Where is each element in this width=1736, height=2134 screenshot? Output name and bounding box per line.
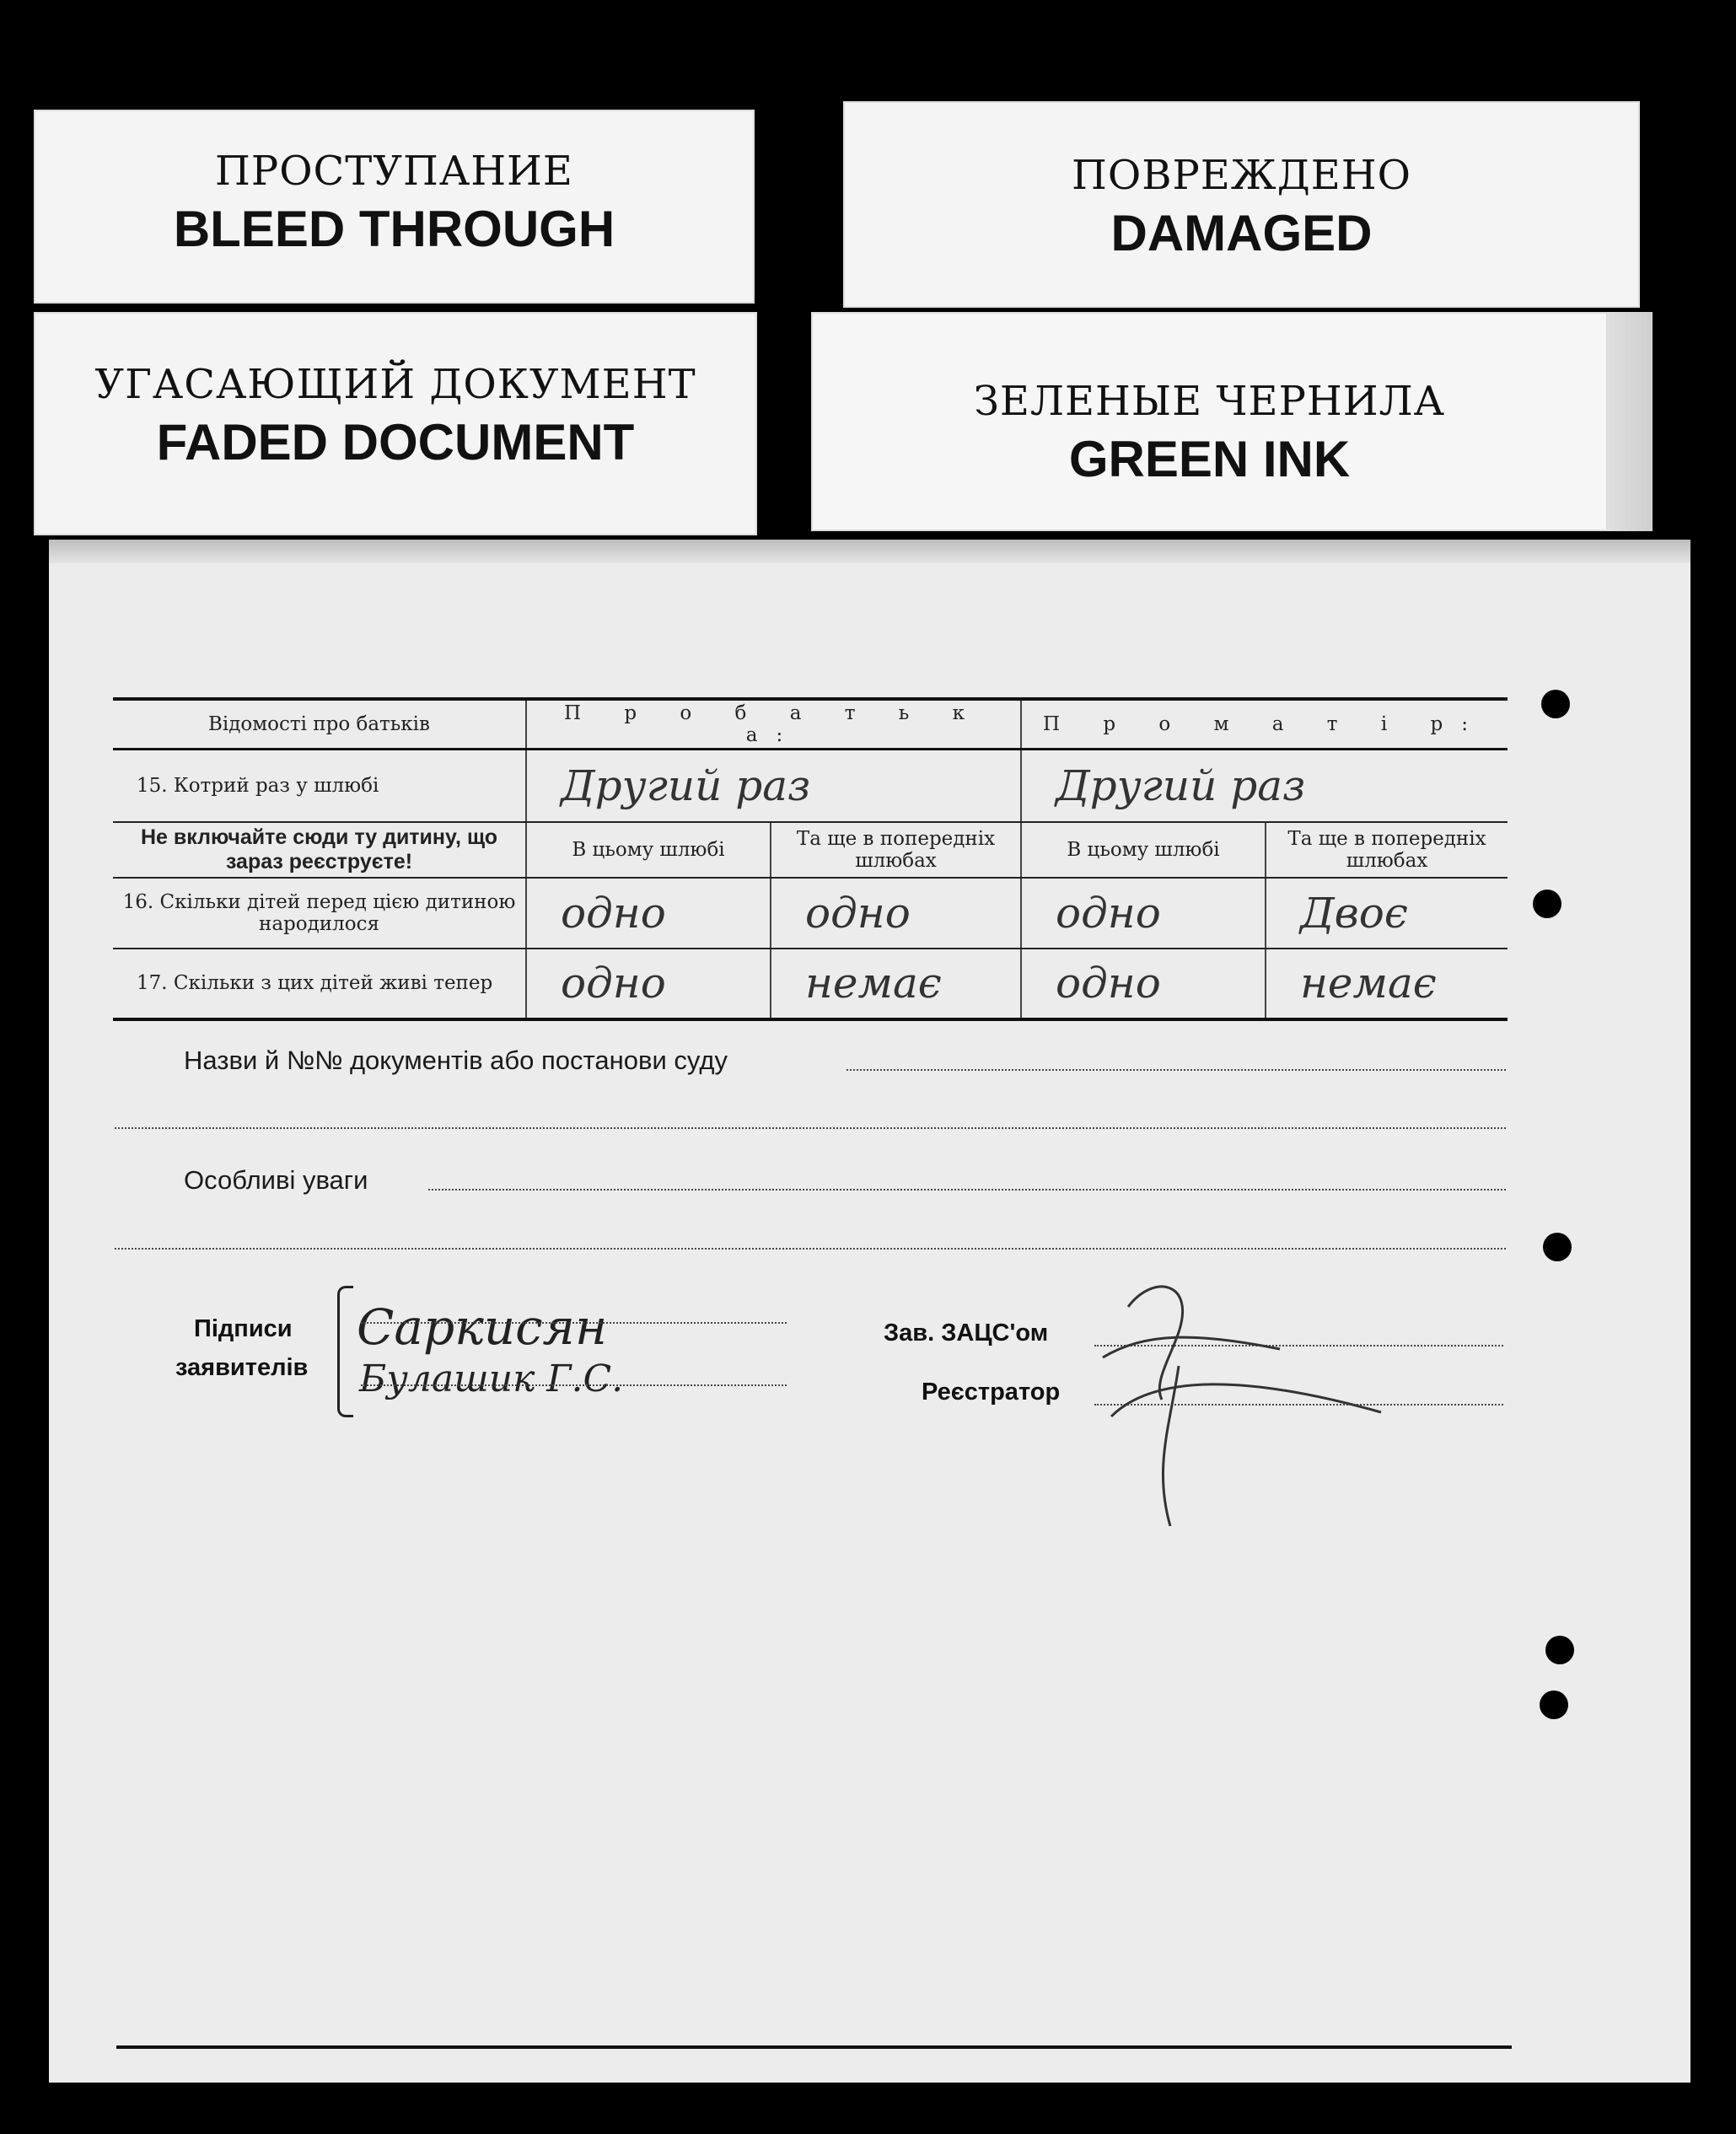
official-signatures: [1078, 1256, 1432, 1526]
table-subheader-row: [113, 822, 1508, 878]
damaged-label: [843, 101, 1640, 308]
header-father: П р о б а т ь к а:: [526, 699, 1021, 750]
row15-label: 15. Котрий раз у шлюбі: [113, 750, 526, 822]
applicant-signature-1: Саркисян: [357, 1298, 608, 1356]
faded-en: FADED DOCUMENT: [156, 414, 635, 470]
documents-line-2: [115, 1127, 1506, 1129]
header-mother: П р о м а т і р:: [1021, 699, 1508, 750]
faded-ru: УГАСАЮЩИЙ ДОКУМЕНТ: [94, 361, 696, 408]
table-row-16: [113, 878, 1508, 949]
registrar-label: Реєстратор: [922, 1379, 1061, 1406]
bleed-through-label: [34, 110, 755, 304]
row17-father-prev: немає: [771, 949, 1021, 1019]
row16-father-this: одно: [526, 878, 771, 949]
damaged-en: DAMAGED: [1110, 205, 1373, 261]
subheader-mother-this: В цьому шлюбі: [1021, 822, 1266, 878]
documents-line-1: [847, 1069, 1506, 1071]
subheader-father-prev: Та ще в попередніх шлюбах: [771, 822, 1021, 878]
documents-field-label: Назви й №№ документів або постанови суду: [184, 1045, 728, 1075]
row15-father-value: Другий раз: [526, 750, 1021, 822]
document-page: [49, 540, 1690, 2083]
row15-mother-value: Другий раз: [1021, 750, 1508, 822]
table-row-17: [113, 949, 1508, 1019]
green-ink-ru: ЗЕЛЕНЫЕ ЧЕРНИЛА: [974, 378, 1445, 425]
faded-document-label: [34, 312, 757, 535]
paper-top-edge: [49, 540, 1690, 563]
row17-mother-this: одно: [1021, 949, 1266, 1019]
subheader-note: Не включайте сюди ту дитину, що зараз реєструєте!: [113, 822, 526, 878]
row16-mother-prev: Двоє: [1266, 878, 1508, 949]
bleed-through-en: BLEED THROUGH: [173, 201, 615, 257]
bottom-rule: [116, 2045, 1512, 2049]
subheader-father-this: В цьому шлюбі: [526, 822, 771, 878]
punch-hole: [1545, 1636, 1574, 1664]
applicant-line-2: [361, 1384, 787, 1386]
table-row-15: [113, 750, 1508, 822]
applicants-brace: [337, 1286, 353, 1417]
applicants-label-1: Підписи: [194, 1315, 293, 1342]
notes-field-label: Особливі уваги: [184, 1165, 368, 1195]
applicant-signature-2: Булашик Г.С.: [359, 1357, 624, 1400]
applicant-line-1: [361, 1322, 787, 1324]
table-header-row: [113, 699, 1508, 750]
green-ink-en: GREEN INK: [1068, 431, 1351, 487]
row17-mother-prev: немає: [1266, 949, 1508, 1019]
bleed-through-ru: ПРОСТУПАНИЕ: [215, 148, 573, 195]
row17-father-this: одно: [526, 949, 771, 1019]
punch-hole: [1540, 1691, 1568, 1719]
damaged-ru: ПОВРЕЖДЕНО: [1071, 152, 1412, 199]
punch-hole: [1533, 890, 1561, 918]
applicants-label-2: заявителів: [175, 1354, 309, 1381]
notes-line-1: [428, 1189, 1506, 1191]
row17-label: 17. Скільки з цих дітей живі тепер: [113, 949, 526, 1019]
subheader-mother-prev: Та ще в попередніх шлюбах: [1266, 822, 1508, 878]
row16-mother-this: одно: [1021, 878, 1266, 949]
header-parents-info: Відомості про батьків: [113, 699, 526, 750]
green-ink-label: [811, 312, 1608, 531]
punch-hole: [1541, 690, 1570, 718]
row16-father-prev: одно: [771, 878, 1021, 949]
notes-line-2: [115, 1248, 1506, 1250]
parents-info-table: [113, 697, 1508, 1021]
row16-label: 16. Скільки дітей перед цією дитиною народилося: [113, 878, 526, 949]
head-label: Зав. ЗАЦС'ом: [884, 1320, 1049, 1347]
punch-hole: [1543, 1233, 1572, 1261]
